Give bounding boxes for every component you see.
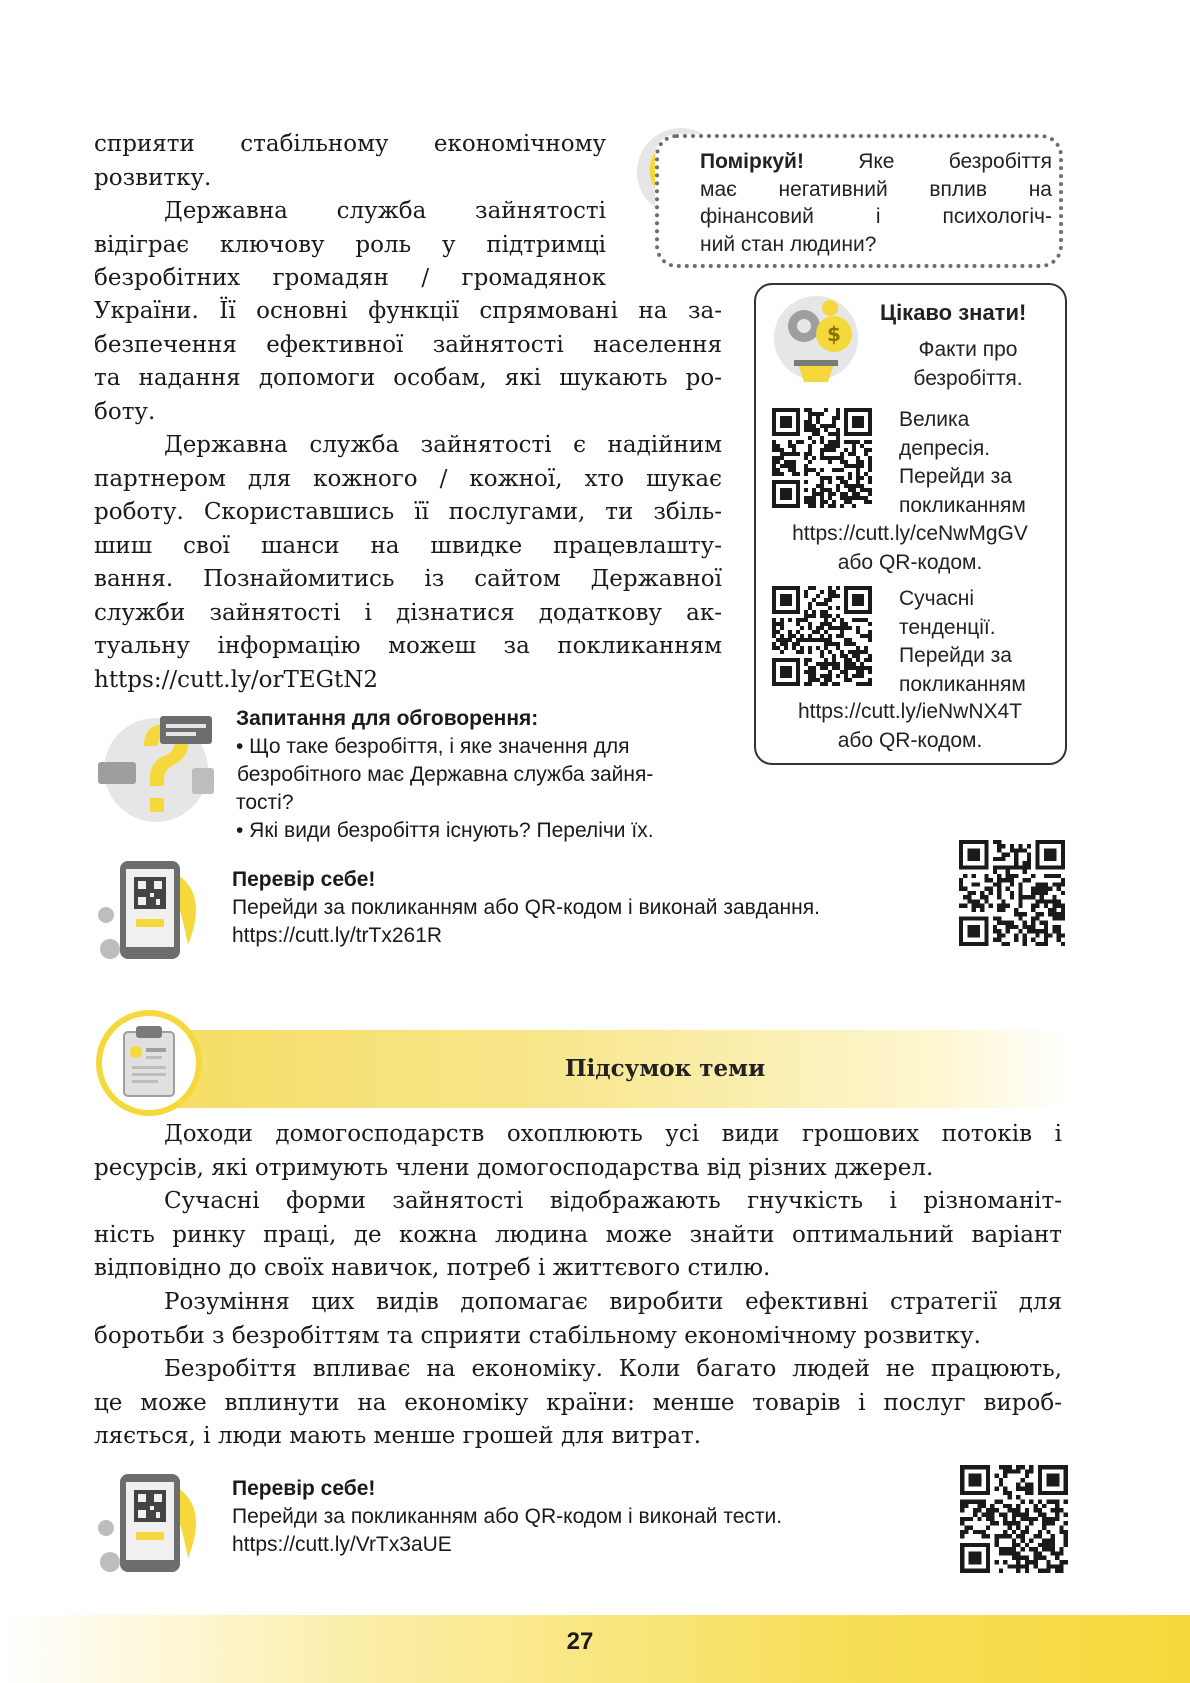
text-line: відіграє ключову роль у підтримці — [94, 231, 606, 258]
text-line: боту. — [94, 398, 156, 425]
text-line: Перейди за — [899, 644, 1012, 667]
question-chat-icon — [92, 708, 222, 826]
summary-paragraph-4 — [94, 1353, 1062, 1454]
think-label: Поміркуй! — [700, 150, 804, 173]
check-self-link[interactable]: https://cutt.ly/VrTx3aUE — [232, 1533, 452, 1556]
text-line: партнером для кожного / кожної, хто шукає — [94, 465, 722, 492]
text-line: відповідно до своїх навичок, потреб і життєвого стилю. — [94, 1255, 771, 1281]
employment-service-link[interactable]: https://cutt.ly/orTEGtN2 — [94, 666, 379, 693]
text-line: ляється, і люди мають менше грошей для витрат. — [94, 1423, 702, 1449]
text-line: Державна служба зайнятості — [164, 198, 606, 224]
text-line: Велика — [899, 408, 970, 431]
text-line: безпечення ефективної зайнятості населення — [94, 331, 722, 358]
text-line: має негативний вплив на — [700, 177, 1052, 201]
text-line: безробіття. — [913, 367, 1023, 390]
check-self-block — [232, 866, 932, 950]
intro-paragraph-continued — [94, 295, 722, 429]
text-line: безробітних громадян / громадянок — [94, 265, 606, 291]
text-line: безробітного має Державна служба зайня- — [237, 763, 654, 786]
check-self-link[interactable]: https://cutt.ly/trTx261R — [232, 924, 443, 947]
text-line: боротьби з безробіттям та сприяти стабільному економічному розвитку. — [94, 1322, 981, 1349]
text-line: служби зайнятості і дізнатися додаткову ак- — [94, 599, 722, 626]
check-self-text: Перейди за покликанням або QR-кодом і виконай тести. — [232, 1505, 783, 1528]
discussion-title: Запитання для обговорення: — [236, 707, 539, 730]
summary-paragraph-1 — [94, 1118, 1062, 1185]
text-line: Факти про — [918, 338, 1018, 361]
qr-code-icon[interactable] — [770, 408, 874, 508]
fact-item-modern-trends — [899, 585, 1026, 699]
fact-item-modern-trends-link — [760, 698, 1060, 755]
text-line: депресія. — [899, 436, 991, 460]
text-line: фінансовий і психологіч- — [700, 205, 1052, 228]
text-line: Сучасні форми зайнятості відображають гнучкість і різноманіт- — [164, 1188, 1062, 1214]
facts-subtitle — [893, 335, 1043, 393]
check-self-title: Перевір себе! — [232, 1477, 376, 1500]
think-question-start: Яке безробіття — [858, 150, 1052, 173]
text-line: Безробіття впливає на економіку. Коли багато людей не працюють, — [164, 1356, 1062, 1382]
qr-code-icon[interactable] — [958, 840, 1066, 946]
fact-item-great-depression-link — [760, 520, 1060, 577]
text-line: шиш свої шанси на швидке працевлашту- — [94, 532, 722, 559]
great-depression-link[interactable]: https://cutt.ly/ceNwMgGV — [792, 522, 1028, 545]
check-self-block — [232, 1475, 932, 1559]
text-line: роботу. Скориставшись її послугами, ти збіль- — [94, 499, 722, 525]
check-self-title: Перевір себе! — [232, 868, 376, 891]
text-line: ний стан людини? — [700, 232, 877, 256]
money-gears-icon — [766, 290, 872, 390]
text-line: України. Її основні функції спрямовані на за- — [94, 298, 722, 324]
text-line: Державна служба зайнятості є надійним — [164, 432, 722, 458]
summary-paragraph-2 — [94, 1185, 1062, 1286]
question-item: • Які види безробіття існують? Перелічи їх. — [236, 819, 654, 842]
text-line: Сучасні — [899, 587, 975, 610]
text-line: ресурсів, які отримують члени домогосподарства від різних джерел. — [94, 1154, 934, 1181]
text-line: тості? — [236, 791, 294, 814]
think-first-line — [700, 148, 1052, 176]
text-line: або QR-кодом. — [837, 550, 983, 574]
text-line: ність ринку праці, де кожна людина може знайти оптимальний варіант — [94, 1221, 1062, 1248]
think-text — [700, 148, 1052, 258]
text-line: Розуміння цих видів допомагає виробити ефективні стратегії для — [164, 1289, 1062, 1315]
svg-text:$: $ — [827, 322, 841, 346]
intro-paragraph — [94, 128, 606, 296]
qr-code-icon[interactable] — [770, 586, 874, 686]
text-line: покликанням — [899, 493, 1026, 517]
text-line: або QR-кодом. — [837, 728, 983, 752]
discussion-block — [236, 705, 736, 845]
text-line: тенденції. — [899, 615, 996, 639]
phone-qr-icon — [92, 1468, 210, 1578]
text-line: та надання допомоги особам, які шукають ро- — [94, 365, 722, 391]
text-line: Перейди за — [899, 465, 1012, 488]
phone-qr-icon — [92, 855, 210, 965]
page-number: 27 — [566, 1628, 594, 1655]
text-line: покликанням — [899, 672, 1026, 696]
text-line: сприяти стабільному економічному — [94, 131, 606, 157]
employment-service-paragraph — [94, 429, 722, 697]
facts-title: Цікаво знати! — [880, 300, 1027, 325]
text-line: розвитку. — [94, 164, 212, 191]
text-line: туальну інформацію можеш за покликанням — [94, 633, 722, 659]
qr-code-icon[interactable] — [960, 1462, 1068, 1576]
fact-item-great-depression — [899, 406, 1026, 520]
check-self-text: Перейди за покликанням або QR-кодом і виконай завдання. — [232, 896, 820, 919]
clipboard-icon — [94, 1008, 204, 1118]
text-line: вання. Познайомитись із сайтом Державної — [94, 566, 722, 592]
summary-paragraph-3 — [94, 1286, 1062, 1353]
modern-trends-link[interactable]: https://cutt.ly/ieNwNX4T — [797, 700, 1023, 723]
text-line: це може вплинути на економіку країни: менше товарів і послуг вироб- — [94, 1389, 1062, 1416]
question-item: • Що таке безробіття, і яке значення для — [236, 735, 630, 758]
text-line: Доходи домогосподарств охоплюють усі види грошових потоків і — [164, 1121, 1062, 1147]
summary-title: Підсумок теми — [564, 1055, 766, 1082]
